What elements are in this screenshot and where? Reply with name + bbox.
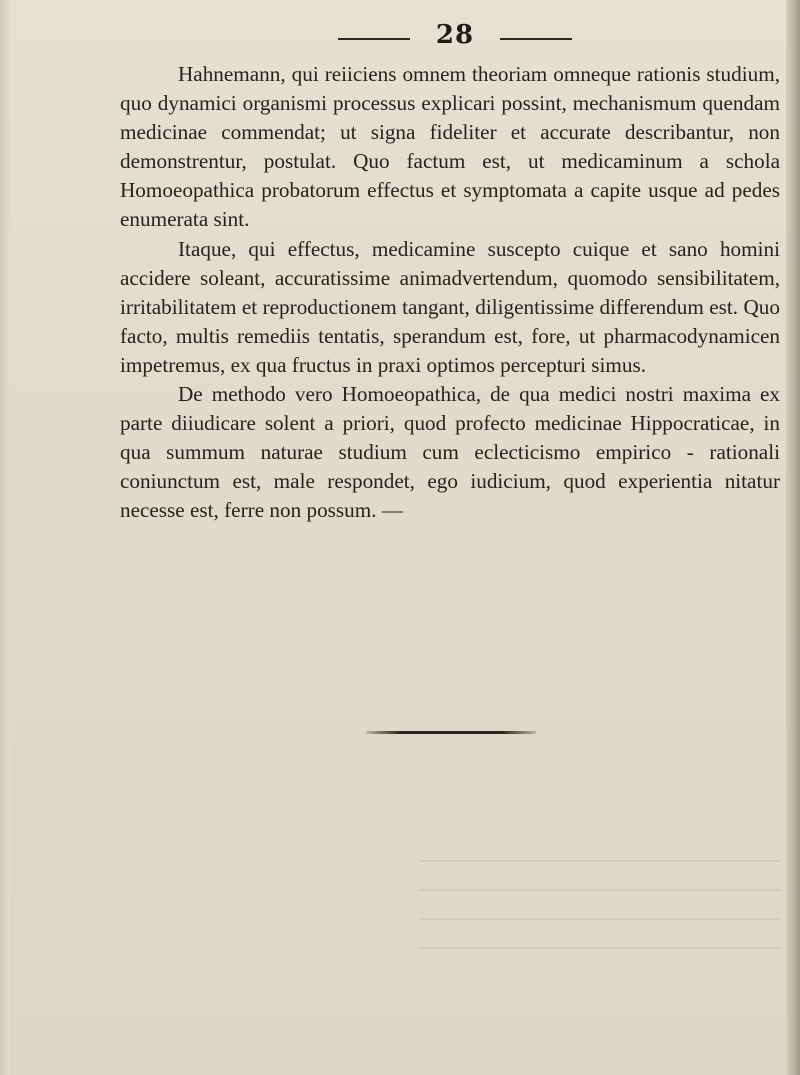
page-left-edge	[0, 0, 10, 1075]
paragraph-2: Itaque, qui effectus, medicamine suscepto cuique et sano homini accidere soleant, accuratissime animadvertendum, quomodo sensibilitatem, irritabilitatem et reproductionem tangant, diligentissime differendum est. Quo facto, multis remediis tentatis, sperandum est, fore, ut pharmacodynamicen impetremus, ex qua fructus in praxi optimos percepturi simus.	[120, 236, 780, 377]
header-rule-right	[500, 38, 572, 40]
closing-rule	[366, 731, 536, 734]
page-number: 28	[435, 20, 475, 50]
page-right-edge	[786, 0, 800, 1075]
show-through-texture	[420, 860, 780, 950]
body-text	[120, 60, 780, 526]
paragraph-1: Hahnemann, qui reiiciens omnem theoriam omneque rationis studium, quo dynamici organismi processus explicari possint, mechanismum quendam medicinae commendat; ut signa fideliter et accurate describantur, non demonstrentur, postulat. Quo factum est, ut medicaminum a schola Homoeopathica probatorum effectus et symptomata a capite usque ad pedes enumerata sint.	[120, 62, 780, 232]
paragraph-3: De methodo vero Homoeopathica, de qua medici nostri maxima ex parte diiudicare solent a priori, quod profecto medicinae Hippocraticae, in qua summum naturae studium cum eclecticismo empirico - rationali coniunctum est, male respondet, ego iudicium, quod experientia nitatur necesse est, ferre non possum. —	[120, 382, 780, 523]
header-rule-left	[338, 38, 410, 40]
page-header	[0, 20, 800, 52]
